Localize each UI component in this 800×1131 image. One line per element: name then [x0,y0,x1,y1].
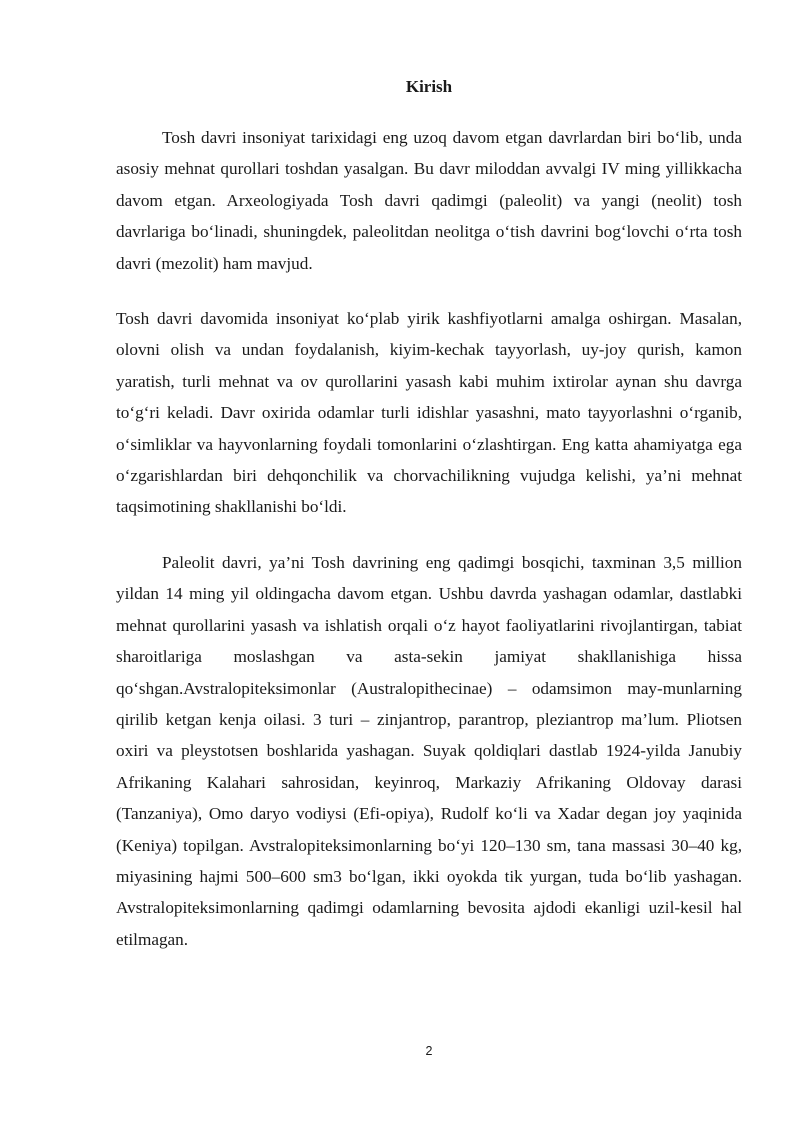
paragraph-intro: Tosh davri insoniyat tarixidagi eng uzoq davom etgan davrlardan biri bo‘lib, unda asosiy mehnat qurollari toshdan yasalgan. Bu davr miloddan avvalgi IV ming yillikkacha davom etgan. Arxeologiyada Tosh davri qadimgi (paleolit) va yangi (neolit) tosh davrlariga bo‘linadi, shuningdek, paleolitdan neolitga o‘tish davrini bog‘lovchi o‘rta tosh davri (mezolit) ham mavjud. [116,128,742,273]
paragraph-paleolithic: Paleolit davri, ya’ni Tosh davrining eng qadimgi bosqichi, taxminan 3,5 million yildan 14 ming yil oldingacha davom etgan. Ushbu davrda yashagan odamlar, dastlabki mehnat qurollarini yasash va ishlatish orqali o‘z hayot faoliyatlarini rivojlantirgan, tabiat sharoitlariga moslashgan va asta-sekin jamiyat shakllanishiga hissa qo‘shgan.Avstralopiteksimonlar (Australopithecinae) – odamsimon may-munlarning qirilib ketgan kenja oilasi. 3 turi – zinjantrop, parantrop, pleziantrop ma’lum. Pliotsen oxiri va pleystotsen boshlarida yashagan. Suyak qoldiqlari dastlab 1924-yilda Janubiy Afrikaning Kalahari sahrosidan, keyinroq, Markaziy Afrikaning Oldovay darasi (Tanzaniya), Omo daryo vodiysi (Efi-opiya), Rudolf ko‘li va Xadar degan joy yaqinida (Keniya) topilgan. Avstralopiteksimonlarning bo‘yi 120–130 sm, tana massasi 30–40 kg, miyasining hajmi 500–600 sm3 bo‘lgan, ikki oyokda tik yurgan, tuda bo‘lib yashagan. Avstralopiteksimonlarning qadimgi odamlarning bevosita ajdodi ekanligi uzil-kesil hal etilmagan. [116,553,742,949]
page-title: Kirish [405,77,453,96]
paragraph-discoveries: Tosh davri davomida insoniyat ko‘plab yirik kashfiyotlarni amalga oshirgan. Masalan, olovni olish va undan foydalanish, kiyim-kechak tayyorlash, uy-joy qurish, kamon yaratish, turli mehnat va ov qurollarini yasash kabi muhim ixtirolar aynan shu davrga to‘g‘ri keladi. Davr oxirida odamlar turli idishlar yasashni, mato tayyorlashni o‘rganib, o‘simliklar va hayvonlarning foydali tomonlarini o‘zlashtirgan. Eng katta ahamiyatga ega o‘zgarishlardan biri dehqonchilik va chorvachilikning vujudga kelishi, ya’ni mehnat taqsimotining shakllanishi bo‘ldi. [116,309,742,517]
page-number: 2 [425,1044,433,1058]
